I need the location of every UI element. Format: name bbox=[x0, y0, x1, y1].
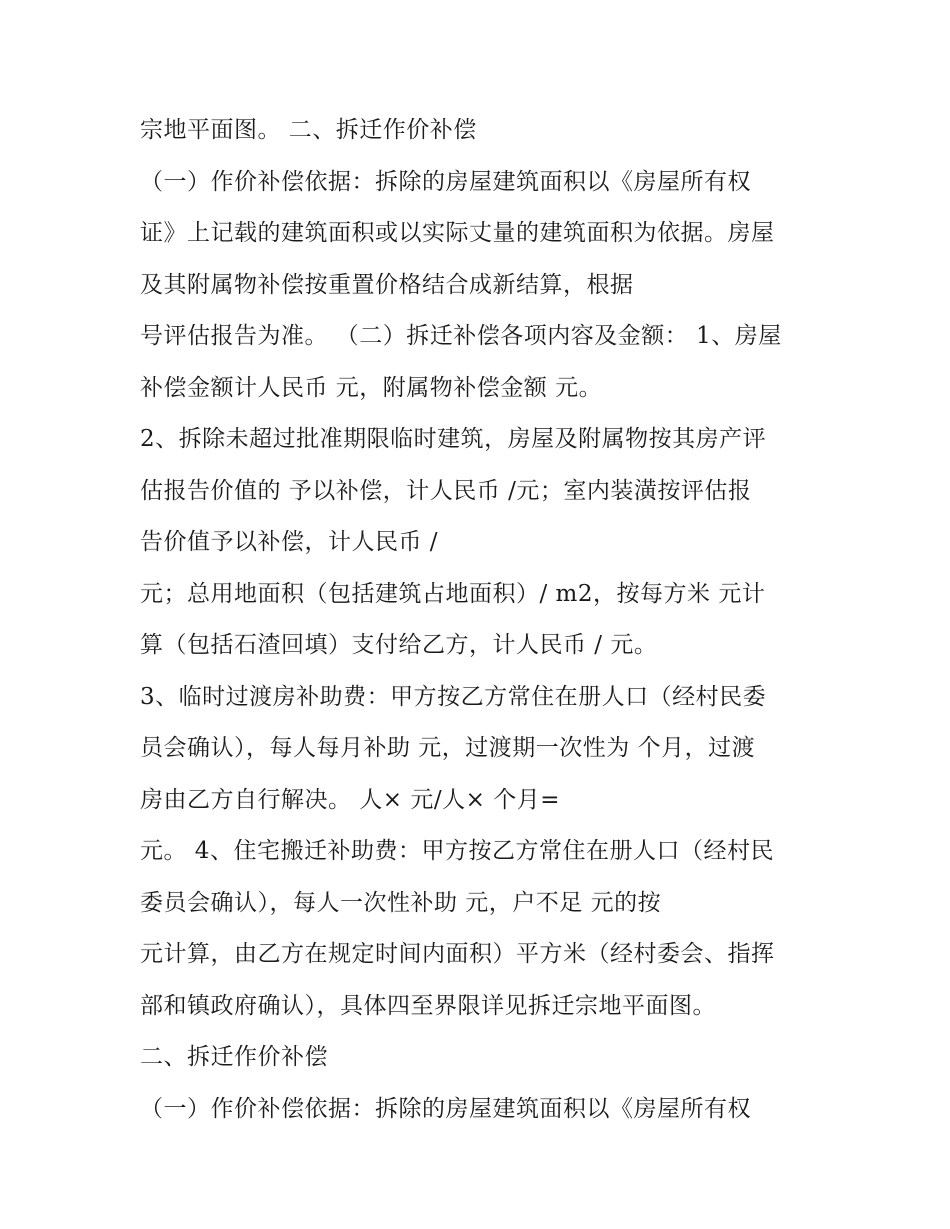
text-line: 宗地平面图。 二、拆迁作价补偿 bbox=[140, 117, 477, 143]
text-line: 证》上记载的建筑面积或以实际丈量的建筑面积为依据。房屋 bbox=[140, 220, 775, 246]
text-line: 元。 4、住宅搬迁补助费：甲方按乙方常住在册人口（经村民 bbox=[140, 838, 774, 864]
text-line: 2、拆除未超过批准期限临时建筑，房屋及附属物按其房产评 bbox=[140, 426, 767, 452]
text-line: 元计算，由乙方在规定时间内面积）平方米（经村委会、指挥 bbox=[140, 941, 775, 967]
text-line: 委员会确认），每人一次性补助 元，户不足 元的按 bbox=[140, 889, 662, 916]
document-body bbox=[140, 105, 840, 1135]
text-line: 员会确认），每人每月补助 元，过渡期一次性为 个月，过渡 bbox=[140, 735, 756, 761]
text-line: 及其附属物补偿按重置价格结合成新结算，根据 bbox=[140, 271, 634, 298]
text-line: 房由乙方自行解决。 人× 元/人× 个月= bbox=[140, 786, 560, 813]
text-line: 元；总用地面积（包括建筑占地面积）/ m2，按每方米 元计 bbox=[140, 580, 766, 607]
text-line: （一）作价补偿依据：拆除的房屋建筑面积以《房屋所有权 bbox=[140, 1095, 751, 1122]
text-line: 号评估报告为准。 （二）拆迁补偿各项内容及金额： 1、房屋 bbox=[140, 323, 782, 349]
text-line: （一）作价补偿依据：拆除的房屋建筑面积以《房屋所有权 bbox=[140, 168, 751, 195]
text-line: 告价值予以补偿，计人民币 / bbox=[140, 529, 439, 555]
text-line: 估报告价值的 予以补偿，计人民币 /元；室内装潢按评估报 bbox=[140, 477, 752, 504]
text-line: 部和镇政府确认），具体四至界限详见拆迁宗地平面图。 bbox=[140, 992, 716, 1019]
text-line: 算（包括石渣回填）支付给乙方，计人民币 / 元。 bbox=[140, 632, 658, 658]
text-line: 补偿金额计人民币 元，附属物补偿金额 元。 bbox=[140, 374, 603, 401]
section-heading: 二、拆迁作价补偿 bbox=[140, 1044, 328, 1070]
text-line: 3、临时过渡房补助费：甲方按乙方常住在册人口（经村民委 bbox=[140, 683, 767, 710]
